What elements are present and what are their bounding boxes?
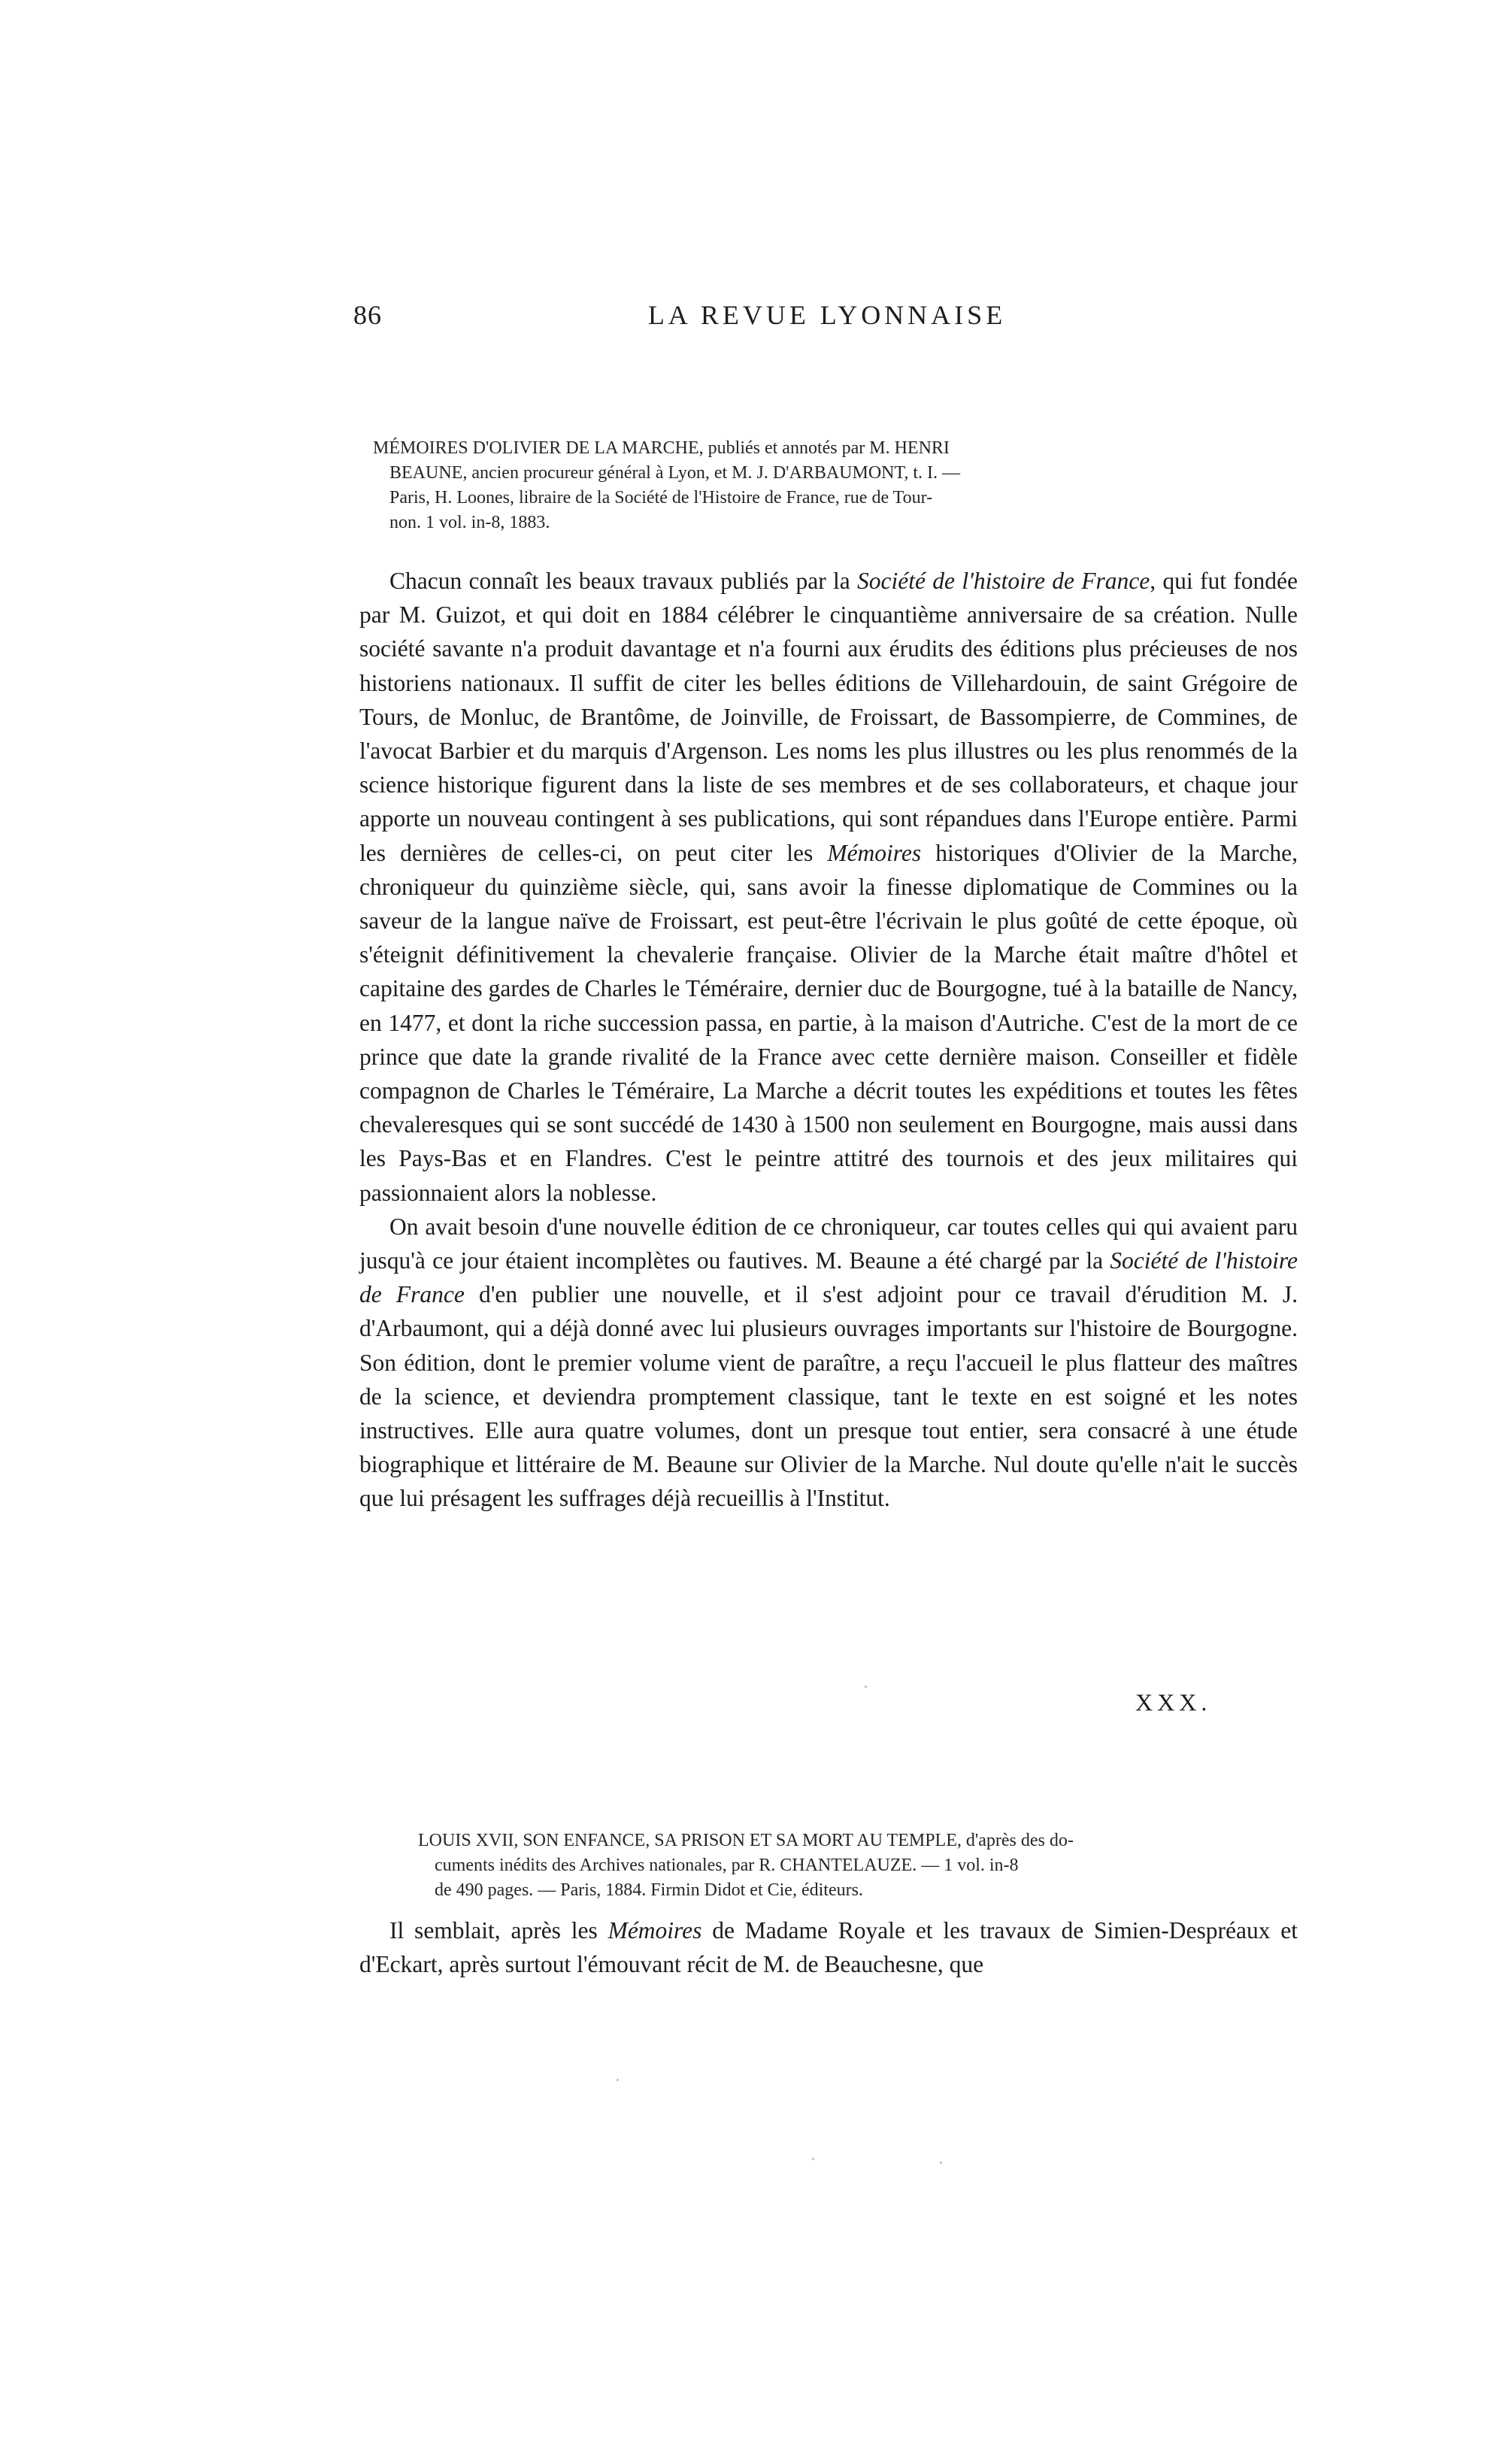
text-run: , qui fut fondée par M. Guizot, et qui doit en 1884 célébrer le cinquantième anniversaire de sa création. Nulle société savante n'a produit davantage et n'a fourni aux érudits des éditions plus précieuses de nos historiens nationaux. Il suffit de citer les belles éditions de Villehardouin, de saint Grégoire de Tours, de Monluc, de Brantôme, de Joinville, de Froissart, de Bassompierre, de Commines, de l'avocat Barbier et du marquis d'Argenson. Les noms les plus illustres ou les plus renommés de la science historique figurent dans la liste de ses membres et de ses collaborateurs, et chaque jour apporte un nouveau contingent à ses publications, qui sont répandues dans l'Europe entière. Parmi les dernières de celles-ci, on peut citer les bbox=[359, 568, 1298, 866]
citation-line: MÉMOIRES D'OLIVIER DE LA MARCHE, publiés et annotés par M. HENRI bbox=[373, 438, 950, 458]
scan-speck bbox=[617, 2079, 619, 2081]
scan-speck bbox=[865, 1686, 867, 1688]
italic-title: Société de l'histoire de France bbox=[857, 568, 1150, 594]
review1-paragraph-2 bbox=[359, 1210, 1298, 1516]
text-run: On avait besoin d'une nouvelle édition de ce chroniqueur, car toutes celles qui qui avaient paru jusqu'à ce jour étaient incomplètes ou fautives. M. Beaune a été chargé par la bbox=[359, 1213, 1298, 1274]
citation-line: de 490 pages. — Paris, 1884. Firmin Didot et Cie, éditeurs. bbox=[435, 1880, 863, 1900]
citation-line: non. 1 vol. in-8, 1883. bbox=[389, 513, 550, 532]
citation-line: Paris, H. Loones, libraire de la Société de l'Histoire de France, rue de Tour- bbox=[389, 488, 933, 507]
text-run: de Madame Royale et les travaux de Simien-Despréaux et d'Eckart, après surtout l'émouvant récit de M. de Beauchesne, que bbox=[359, 1917, 1298, 1978]
page-number: 86 bbox=[353, 300, 382, 330]
review1-citation bbox=[359, 436, 1313, 535]
running-title: LA REVUE LYONNAISE bbox=[647, 300, 1007, 330]
citation-line: cuments inédits des Archives nationales, par R. CHANTELAUZE. — 1 vol. in-8 bbox=[435, 1856, 1019, 1875]
review1-body bbox=[359, 564, 1298, 1516]
text-run: d'en publier une nouvelle, et il s'est adjoint pour ce travail d'érudition M. J. d'Arbaumont, qui a déjà donné avec lui plusieurs ouvrages importants sur l'histoire de Bourgogne. Son édition, dont le premier volume vient de paraître, a reçu l'accueil le plus flatteur des maîtres de la science, et deviendra promptement classique, tant le texte en est soigné et les notes instructives. Elle aura quatre volumes, dont un presque tout entier, sera consacré à une étude biographique et littéraire de M. Beaune sur Olivier de la Marche. Nul doute qu'elle n'ait le succès que lui présagent les suffrages déjà recueillis à l'Institut. bbox=[359, 1281, 1298, 1512]
italic-title: Mémoires bbox=[827, 839, 922, 866]
citation-line: BEAUNE, ancien procureur général à Lyon, et M. J. D'ARBAUMONT, t. I. — bbox=[389, 463, 961, 483]
scan-speck bbox=[812, 2158, 814, 2160]
citation-line: LOUIS XVII, SON ENFANCE, SA PRISON ET SA MORT AU TEMPLE, d'après des do- bbox=[418, 1831, 1074, 1850]
scan-speck bbox=[940, 2162, 942, 2164]
text-run: historiques d'Olivier de la Marche, chroniqueur du quinzième siècle, qui, sans avoir la finesse diplomatique de Commines ou la saveur de la langue naïve de Froissart, est peut-être l'écrivain le plus goûté de cette époque, où s'éteignit définitivement la chevalerie française. Olivier de la Marche était maître d'hôtel et capitaine des gardes de Charles le Téméraire, dernier duc de Bourgogne, tué à la bataille de Nancy, en 1477, et dont la riche succession passa, en partie, à la maison d'Autriche. C'est de la mort de ce prince que date la grande rivalité de la France avec cette dernière maison. Conseiller et fidèle compagnon de Charles le Téméraire, La Marche a décrit toutes les expéditions et toutes les fêtes chevaleresques qui se sont succédé de 1430 à 1500 non seulement en Bourgogne, mais aussi dans les Pays-Bas et en Flandres. C'est le peintre attitré des tournois et des jeux militaires qui passionnaient alors la noblesse. bbox=[359, 839, 1298, 1206]
review2-paragraph-1 bbox=[359, 1913, 1298, 1981]
review1-paragraph-1 bbox=[359, 564, 1298, 1210]
italic-title: Mémoires bbox=[608, 1917, 702, 1944]
page-header bbox=[353, 299, 1301, 341]
text-run: Chacun connaît les beaux travaux publiés par la bbox=[389, 568, 858, 594]
text-run: Il semblait, après les bbox=[389, 1917, 608, 1944]
review2-citation bbox=[418, 1828, 1298, 1903]
review1-signature: XXX. bbox=[1135, 1689, 1212, 1716]
italic-title: Société de l'histoire de France bbox=[359, 1247, 1298, 1308]
review2-body bbox=[359, 1913, 1298, 1981]
